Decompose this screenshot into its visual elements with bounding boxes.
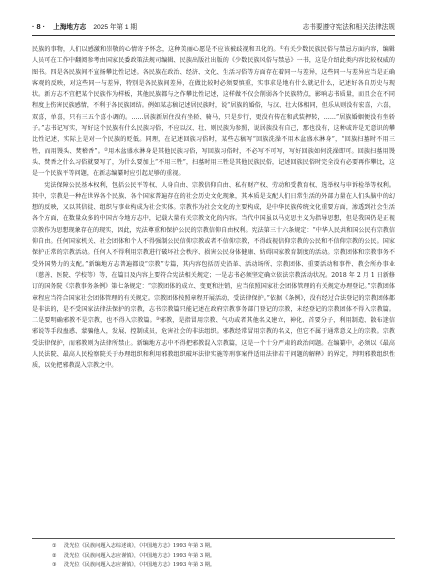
footnote-ref-3[interactable]: ③ (155, 316, 160, 322)
header-rule (32, 35, 395, 36)
footnote-ref-1[interactable]: ① (279, 45, 284, 51)
footnote-mark: ③ (52, 562, 57, 568)
paragraph-1-text-c: 志书记写实，写好这个民族有什么民族习俗，不应以汉、壮、则民族为参照，说居族没有自己，那也没有，这种或许是无意识的攀比性记述，实际上是对一个民族的贬低。同理，在记述回族习俗时，某些志稿写“回族洗澡不用木盆盛水淋身”，“回族扫墓时不用三牲，而用馒头、焚稽香”。 (32, 125, 396, 155)
article-body (32, 44, 395, 372)
footnote-item (32, 561, 395, 571)
article-running-title: 志书要遵守宪法和相关法律法规 (302, 23, 395, 31)
footnote-text: 洗光位《民族问题入志应谨慎》，《中国地方志》1993 年第 3 期。 (64, 552, 216, 559)
issue-label: 2025 年第 1 期 (93, 24, 137, 31)
paragraph-1-text-d: 用木盆盛水淋身是其他民族习俗，写回族习俗时，不必写不可写，写好回族如何洗澡即可。回族扫墓用馒头、焚香之什么习俗就要写了，为什么要加上“不用三牲”，扫墓时用三牲是其他民族民俗，记述回族民俗时完全没有必要再作攀比，这是一个民族平等问题，在新志编纂时应引起足够的重视。 (32, 147, 395, 178)
paragraph-1-text-a: 民族的事物，人们以感激和崇敬的心情寄予怀念，这种美丽心愿是不应该被歧视和丑化的。 (32, 46, 280, 53)
paragraph-2 (32, 180, 395, 372)
journal-name: 上海地方志 (53, 24, 87, 31)
footnote-text: 洗光位《民族问题入志综述谈》，《中国地方志》1993 年第 3 期。 (64, 543, 216, 549)
paragraph-1-text-b: 有关少数民族民俗与禁忌方面内容，编辑人员可在工作中翻阅参考由国家民委政策法规司编辑、民族出版社出版的《少数民族风俗与禁忌》一书，这是介绍此类内容比较权威的图书。四是各民族间不宣扬攀比性记述。各民族在政治、经济、文化、生活习俗等方面存在着同一与差异，这些同一与差异应当是正确客观的反映，对这些同一与差异，特别是各民族间差异，在做比较时必须要慎重，实事求是地有什么就记什么，记述好各自历史与现状。新方志不宜把某个民族作为样板，其他民族都与之作攀比性记述，这样做不仅会削弱各个民族特点，影响志书质量，而且会在不同程度上伤害民族感情，不利于各民族团结。例如某志稿记述居民族时，说“居族的婚俗，与汉、壮大体相同，但乐从则没有宏喜，六喜，双喜，单喜，只有三五个喜小调的。……居族新居住没有坐轿、骑马，只是步行，更没有传在和武装押转，……”居族婚姻便没有坐轿子。” (32, 46, 395, 133)
footnote-ref-2[interactable]: ② (103, 147, 109, 153)
header-left (32, 20, 137, 35)
footnote-item (32, 542, 395, 552)
footnote-item (32, 552, 395, 562)
page-number: · 8 · (32, 22, 46, 31)
paragraph-1 (32, 44, 395, 180)
paragraph-2-text-b: 邪教，是指冒用宗教、气功或者其他名义建立，神化、首要分子，利用制造、散布迷信邪说等手段蛊惑、蒙骗他人，发展、控制成员，危害社会的非法组织。邪教经常冒用宗教的名义，但它不属于通常意义上的宗教。宗教受法律保护，而邪教则为法律所禁止。新编地方志中不得把邪教混入宗教篇，这是一个十分严肃的政治问题。在编纂中，必须以《最高人民法院、最高人民检察院关于办理组织和利用邪教组织破坏法律实施等刑事案件适用法律若干问题的解释》的界定，判明邪教组织性质，以免把邪教混入宗教之中。 (32, 317, 395, 370)
paragraph-2-text-a: 宪法保障公民基本权利，包括公民平等权、人身自由、宗教信仰自由、私有财产权、劳动和受教育权、选举权与申诉检举等权利。其中，宗教是一种在世界各个民族、各个国家普遍存在的社会历史文化现象，其本质是支配人们日常生活的外部力量在人们头脑中的幻想的反映，又以其信徒、组织与事业构成为社会实体。宗教作为社会文化的主要构成，是中华民族传统文化重要方面，渗透到社会生活各个方面，在数量众多的中国古今地方志中，记载大量有关宗教文化的内容。当代中国虽以马克思主义为指导思想，但是我国仍是正视宗教作为思想现象存在的现实，因此，宪法尊重和保护公民的宗教信仰自由权利。宪法第三十六条规定：“中华人民共和国公民有宗教信仰自由。任何国家机关、社会团体和个人不得强制公民信仰宗教或者不信仰宗教，不得歧视信仰宗教的公民和不信仰宗教的公民。国家保护正常的宗教活动。任何人不得利用宗教进行破坏社会秩序、损害公民身体健康、妨碍国家教育制度的活动。宗教团体和宗教事务不受外国势力的支配。”新编地方志普遍都设“宗教”专篇，其内容包括历史沿革、活动场所、宗教团体、重要活动和事件、教会所办事业（慈善、医院、学校等）等，在篇目及内容上要符合宪法相关规定；一是志书必须坚定确立依法宗教活动状况。2018 年 2 月 1 日新修订的国务院《宗教事务条例》第七条规定：“宗教团体的成立、变更和注销，应当依照国家社会团体管理的有关规定办理登记。”宗教团体章程应当符合国家社会团体管理的有关规定。宗教团体按照章程开展活动，受法律保护。”依据《条例》，没有经过合法登记的宗教团体都是非法的，是不受国家法律法保护的宗教，志书宗教篇只能记述在政府宗教事务部门登记的宗教，未经登记的宗教团体不得入宗教篇。二是要明确邪教不是宗教，也不得入宗教篇。 (32, 181, 395, 325)
footnote-text: 洗光位《民族问题入志应谨慎》，《中国地方志》1993 年第 3 期。 (64, 562, 216, 568)
footnotes (32, 538, 395, 571)
footnote-mark: ① (52, 543, 57, 549)
running-header (32, 20, 395, 34)
footnote-mark: ② (52, 552, 57, 559)
